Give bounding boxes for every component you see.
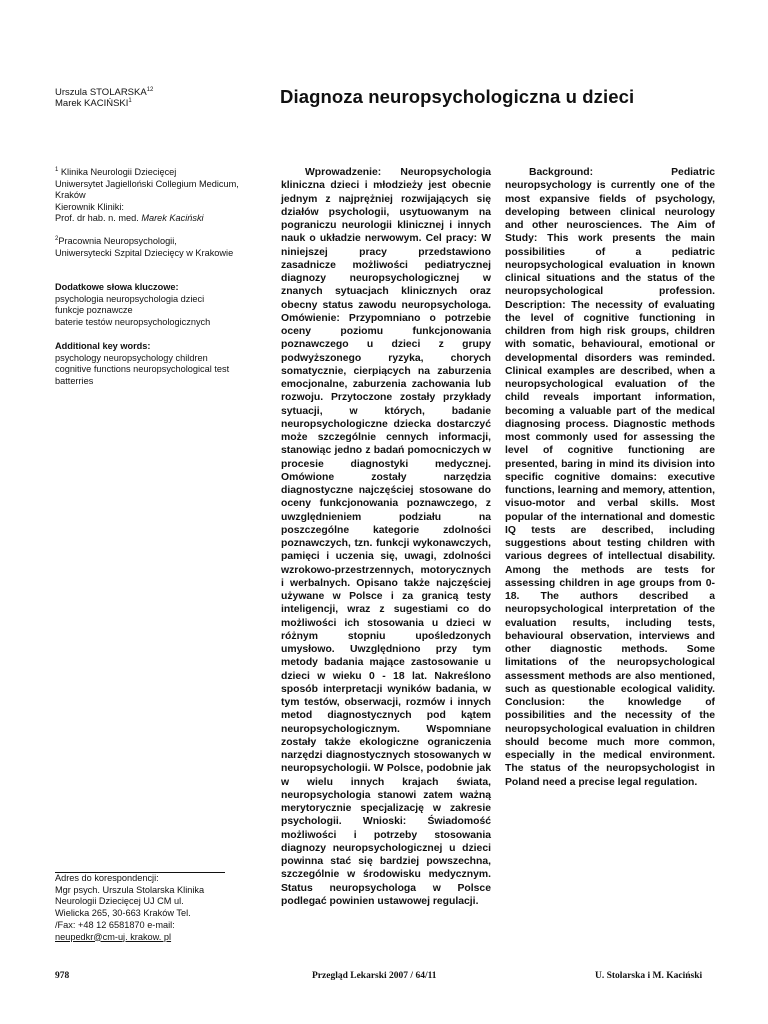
abstract-english <box>505 166 715 789</box>
abstract-english-text: Background: Pediatric neuropsychology is currently one of the most expansive fields of psychology, developing between clinical neurology and other neurosciences. The Aim of Study: This work presents the main possibilities of a pediatric neuropsychological evaluation in known clinical situations and the status of the neuropsychological profession. Description: The necessity of evaluating the level of cognitive functioning in children from high risk groups, children with somatic, behavioural, emotional or developmental disorders was reminded. Clinical examples are described, when a neuropsychological evaluation of the child reveals important information, becoming a valuable part of the medical diagnosing process. Diagnostic methods most commonly used for assessing the level of cognitive functioning are presented, baring in mind its division into specific cognitive domains: executive functions, learning and memory, attention, visuo-motor and verbal skills. Most popular of the international and domestic IQ tests are described, including suggestions about testing children with various degrees of intellectual disability. Among the methods are tests for assessing children in age groups from 0-18. The authors described a neuropsychological interpretation of the evaluation results, including tests, behavioural observation, interviews and other diagnostic methods. Some limitations of the neuropsychological assessment methods are also mentioned, such as questionable ecological validity. Conclusion: the knowledge of possibilities and the necessity of the neuropsychological evaluation in children should become much more common, especially in the medical environment. The status of the neuropsychologist in Poland need a precise legal regulation. <box>505 167 715 788</box>
author-2: Marek KACIŃSKI$^1$ <box>55 97 132 109</box>
journal-citation: Przegląd Lekarski 2007 / 64/11 <box>312 971 437 981</box>
correspondence-email-link[interactable]: neupedkr@cm-uj. krakow. pl <box>55 931 172 942</box>
keywords-polish: Dodatkowe słowa kluczowe: psychologia neuropsychologia dzieci funkcje poznawcze baterie testów neuropsychologicznych <box>55 282 211 327</box>
page-number: 978 <box>55 971 70 981</box>
abstract-polish-text: Wprowadzenie: Neuropsychologia kliniczna dzieci i młodzieży jest obecnie jednym z najprężniej rozwijających się działów psychologii, usytuowanym na pograniczu neurologii klinicznej i innych nauk o układzie nerwowym. Cel pracy: W niniejszej pracy przedstawiono zasadnicze możliwości pediatrycznej diagnozy neuropsychologicznej w znanych sytuacjach klinicznych oraz obecny status zawodu neuropsychologa. Omówienie: Przypomniano o potrzebie oceny poziomu funkcjonowania poznawczego u dzieci z grupy podwyższonego ryzyka, chorych somatycznie, cierpiących na zaburzenia emocjonalne, zaburzenia zachowania lub rozwoju. Przytoczone zostały przykłady sytuacji, w których, badanie neuropsychologiczne dziecka dostarczyć może szczególnie cennych informacji, stanowiąc jedno z badań pomocniczych w procesie diagnostyki medycznej. Omówione zostały narzędzia diagnostyczne najczęściej stosowane do oceny funkcjonowania poznawczego, z uwzględnieniem podziału na poszczególne kategorie zdolności poznawczych, tzn. funkcji wykonawczych, pamięci i uczenia się, uwagi, zdolności wzrokowo-przestrzennych, motorycznych i werbalnych. Opisano także najczęściej używane w Polsce i za granicą testy inteligencji, wraz z sugestiami co do możliwości ich stosowania u dzieci w różnym stopniu upośledzonych umysłowo. Uwzględniono przy tym metody badania mające zastosowanie u dzieci w wieku 0 - 18 lat. Nakreślono sposób interpretacji wyników badania, w tym testów, obserwacji, rozmów i innych metod diagnostycznych pod kątem neuropsychologicznym. Wspomniane zostały także ekologiczne ograniczenia narzędzi diagnostycznych stosowanych w neuropsychologii. W Polsce, podobnie jak w wielu innych krajach świata, neuropsychologia stanowi zatem ważną merytorycznie specjalizację w zakresie psychologii. Wnioski: Świadomość możliwości i potrzeby stosowania diagnozy neuropsychologicznej u dzieci powinna stać się bardziej powszechna, szczególnie w środowisku medycznym. Status neuropsychologa w Polsce podlegać powinien ustawowej regulacji. <box>281 167 491 907</box>
abstract-polish <box>281 166 491 908</box>
keywords-english: Additional key words: psychology neuropsychology children cognitive functions neuropsychological test batterries <box>55 341 230 386</box>
article-title: Diagnoza neuropsychologiczna u dzieci <box>280 86 635 107</box>
affiliation-2: $^2$Pracownia Neuropsychologii, Uniwersytecki Szpital Dziecięcy w Krakowie <box>55 235 234 258</box>
author-list <box>55 87 153 109</box>
running-authors: U. Stolarska i M. Kaciński <box>595 971 703 981</box>
affiliation-1: $^1$ Klinika Neurologii Dziecięcej Uniwersytet Jagielloński Collegium Medicum, Kraków Kierownik Kliniki: Prof. dr hab. n. med. Marek Kaciński <box>55 166 239 224</box>
correspondence-address: Adres do korespondencji: Mgr psych. Urszula Stolarska Klinika Neurologii Dziecięcej UJ CM ul. Wielicka 265, 30-663 Kraków Tel. /Fax: +48 12 6581870 e-mail: neupedkr@cm-uj. krakow. pl <box>55 873 255 943</box>
author-1: Urszula STOLARSKA$^{12}$ <box>55 86 154 98</box>
